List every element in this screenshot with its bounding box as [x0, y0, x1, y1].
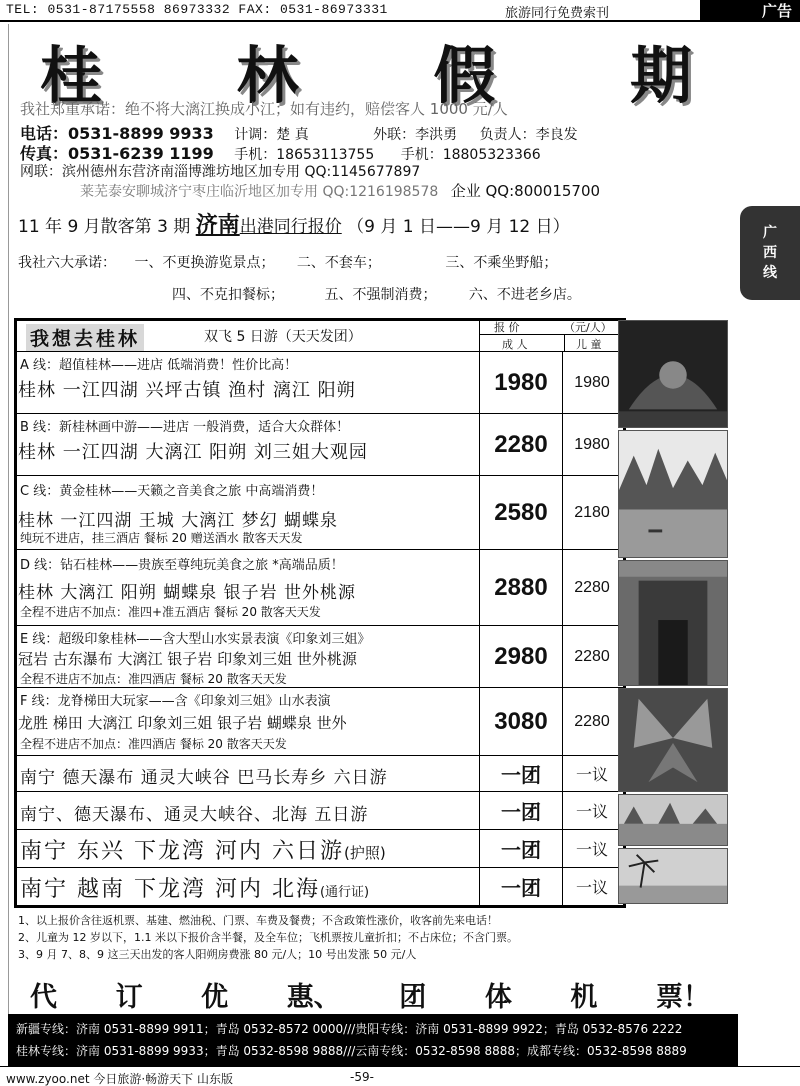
fax: 传真：0531-6239 1199: [20, 144, 214, 163]
adult-price: 2880: [479, 550, 563, 625]
ticket-slogan: [30, 975, 710, 1014]
note-item: 3、9 月 7、8、9 这三天出发的客人阳朔房费涨 80 元/人；10 号出发涨 50 元/人: [18, 948, 417, 961]
header-divider: [480, 334, 622, 335]
network-label: 网联：: [20, 164, 62, 180]
adult-price: 一团: [479, 868, 563, 905]
table-row: [14, 550, 626, 626]
adult-price: 2580: [479, 476, 563, 549]
child-price: 一议: [575, 804, 608, 821]
route-stops: 桂林 一江四湖 兴坪古镇 渔村 漓江 阳朔: [18, 380, 356, 401]
theater-photo-icon: [618, 320, 728, 428]
tel-fax-line: TEL: 0531-87175558 86973332 FAX: 0531-86973331: [6, 2, 388, 17]
contact-row-4: [80, 180, 600, 201]
child-price: 1980: [574, 373, 610, 391]
child-price: 一议: [575, 767, 608, 784]
karst-river-photo-icon: [618, 430, 728, 558]
route-details: 全程不进店不加点：准四酒店 餐标 20 散客天天发: [20, 737, 287, 751]
table-header: [14, 318, 626, 352]
promise-item: 一、不更换游览景点；: [134, 255, 275, 271]
slogan-char: 体: [484, 982, 512, 1013]
child-price: 2280: [574, 578, 610, 596]
footer-site: www.zyoo.net 今日旅游·畅游天下 山东版: [6, 1072, 233, 1086]
promise-item: 五、不强制消费；: [324, 287, 437, 303]
enterprise-qq: 企业 QQ:800015700: [450, 182, 601, 200]
mobile-1: 手机：18653113755: [234, 147, 375, 163]
side-tab-guangxi: [740, 206, 800, 300]
manager: 负责人：李良发: [479, 127, 578, 143]
butterfly-spring-photo-icon: [618, 688, 728, 792]
side-tab-char: 广: [763, 225, 777, 241]
promise-item: 二、不套车；: [296, 255, 381, 271]
route-text: 南宁 东兴 下龙湾 河内 六日游: [20, 839, 344, 864]
title-char: 桂: [40, 39, 111, 112]
child-price: 2180: [574, 503, 610, 521]
route-text: 南宁 越南 下龙湾 河内 北海: [20, 877, 320, 902]
table-row: [14, 868, 626, 905]
adult-price: 2280: [479, 414, 563, 475]
contact-row-3: [20, 161, 420, 181]
slogan-char: 票！: [655, 982, 710, 1013]
child-price: 一议: [575, 842, 608, 859]
route-tag: (护照): [343, 844, 386, 862]
slogan-char: 机: [570, 982, 598, 1013]
slogan-char: 优: [201, 982, 229, 1013]
title-char: 假: [433, 39, 504, 112]
period-city: 济南: [195, 213, 240, 238]
price-label: 报 价: [494, 321, 520, 334]
slogan-char: 惠、: [286, 982, 341, 1013]
child-price: 一议: [575, 880, 608, 897]
route-stops: 冠岩 古东瀑布 大漓江 银子岩 印象刘三姐 世外桃源: [18, 650, 357, 668]
hotline-item: 桂林专线：济南 0531-8899 9933；青岛 0532-8598 9888///云南专线：0532-8598 8888；成都专线：0532-8598 8889: [16, 1044, 687, 1058]
child-price: 2280: [574, 712, 610, 730]
title-char: 期: [629, 39, 700, 112]
adult-price: 1980: [479, 352, 563, 413]
slogan-char: 代: [30, 982, 57, 1013]
six-promises-label: 我社六大承诺：: [18, 255, 116, 271]
route-stops: 桂林 一江四湖 王城 大漓江 梦幻 蝴蝶泉: [18, 511, 339, 531]
network-2: 莱芜泰安聊城济宁枣庄临沂地区加专用 QQ:1216198578: [80, 184, 439, 200]
table-row: [14, 688, 626, 756]
adult-price: 一团: [479, 792, 563, 829]
note-item: 2、儿童为 12 岁以下，1.1 米以下报价含半餐，及全车位；飞机票按儿童折扣；不占床位；不含门票。: [18, 931, 518, 944]
period-prefix: 11 年 9 月散客第 3 期: [18, 217, 191, 237]
notes: [18, 912, 518, 963]
child-price: 2280: [574, 647, 610, 665]
route-stops: 南宁 德天瀑布 通灵大峡谷 巴马长寿乡 六日游: [20, 768, 388, 788]
route-details: 全程不进店不加点：准四酒店 餐标 20 散客天天发: [20, 672, 287, 686]
old-gate-photo-icon: [618, 560, 728, 686]
header-divider: [564, 334, 565, 352]
table-subtitle: 双飞 5 日游（天天发团）: [204, 329, 362, 345]
route-stops: [20, 872, 369, 903]
slogan-char: 订: [115, 982, 143, 1013]
adult-price: 一团: [479, 830, 563, 867]
route-stops: 桂林 大漓江 阳朔 蝴蝶泉 银子岩 世外桃源: [18, 583, 357, 603]
table-row: [14, 830, 626, 868]
child-header: 儿 童: [576, 338, 602, 351]
table-row: [14, 792, 626, 830]
control: 计调：楚 真: [234, 127, 309, 143]
route-stops: [20, 834, 386, 865]
period-line: [18, 208, 570, 239]
title-char: 林: [236, 39, 307, 112]
route-details: 纯玩不进店，挂三酒店 餐标 20 赠送酒水 散客天天发: [20, 531, 303, 545]
child-price: 1980: [574, 435, 610, 453]
beach-palm-photo-icon: [618, 848, 728, 904]
six-promises-row-2: [172, 284, 581, 304]
route-stops: 桂林 一江四湖 大漓江 阳朔 刘三姐大观园: [18, 442, 368, 463]
ad-badge: 广告: [700, 0, 800, 22]
route-stops: 南宁、德天瀑布、通灵大峡谷、北海 五日游: [20, 805, 369, 825]
slogan-char: 团: [399, 982, 427, 1013]
page-number: -59-: [350, 1070, 374, 1084]
page-footer: [0, 1066, 800, 1086]
route-tagline: E 线：超级印象桂林——含大型山水实景表演《印象刘三姐》: [20, 632, 371, 647]
photo-column: [618, 318, 728, 908]
adult-header: 成 人: [502, 338, 528, 351]
hotline-item: 新疆专线：济南 0531-8899 9911；青岛 0532-8572 0000///贵阳专线：济南 0531-8899 9922；青岛 0532-8576 2222: [16, 1022, 683, 1036]
promise-text: 我社郑重承诺：绝不将大漓江换成小江；如有违约，赔偿客人 1000 元/人: [20, 100, 508, 118]
adult-price: 2980: [479, 626, 563, 687]
route-tagline: F 线：龙脊梯田大玩家——含《印象刘三姐》山水表演: [20, 694, 331, 709]
free-magazine-note: 旅游同行免费索刊: [505, 6, 610, 21]
price-header: [479, 318, 621, 352]
side-tab-char: 线: [763, 265, 777, 281]
network-1: 滨州德州东营济南淄博潍坊地区加专用 QQ:1145677897: [62, 164, 421, 180]
phone: 电话：0531-8899 9933: [20, 124, 214, 143]
table-row: [14, 476, 626, 550]
side-tab-char: 西: [763, 245, 777, 261]
table-row: [14, 414, 626, 476]
bay-islands-photo-icon: [618, 794, 728, 846]
adult-price: 一团: [479, 756, 563, 791]
table-row: [14, 626, 626, 688]
route-tagline: B 线：新桂林画中游——进店 一般消费，适合大众群体！: [20, 420, 350, 435]
external: 外联：李洪勇: [373, 127, 458, 143]
price-unit: （元/人）: [564, 321, 612, 334]
promise-item: 六、不进老乡店。: [468, 287, 581, 303]
promise-item: 三、不乘坐野船；: [445, 255, 558, 271]
period-dates: （9 月 1 日——9 月 12 日）: [347, 217, 570, 237]
route-stops: 龙胜 梯田 大漓江 印象刘三姐 银子岩 蝴蝶泉 世外: [18, 714, 347, 732]
adult-price: 3080: [479, 688, 563, 755]
six-promises-row-1: [18, 252, 557, 272]
note-item: 1、以上报价含往返机票、基建、燃油税、门票、车费及餐费；不含政策性涨价，收客前先来电话！: [18, 914, 498, 927]
route-tagline: A 线：超值桂林——进店 低端消费！性价比高！: [20, 358, 298, 373]
route-tagline: D 线：钻石桂林——贵族至尊纯玩美食之旅 *高端品质！: [20, 558, 344, 573]
route-details: 全程不进店不加点：准四+准五酒店 餐标 20 散客天天发: [20, 605, 321, 619]
hotline-bar: [8, 1014, 738, 1066]
table-row: [14, 756, 626, 792]
top-bar: [0, 0, 800, 22]
mobile-2: 手机：18805323366: [400, 147, 541, 163]
period-mid: 出港同行报价: [239, 217, 342, 237]
table-row: [14, 352, 626, 414]
route-tagline: C 线：黄金桂林——天籁之音美食之旅 中高端消费！: [20, 484, 324, 499]
table-title: 我想去桂林: [26, 324, 144, 351]
route-tag: (通行证): [319, 885, 370, 900]
promise-item: 四、不克扣餐标；: [172, 287, 284, 303]
